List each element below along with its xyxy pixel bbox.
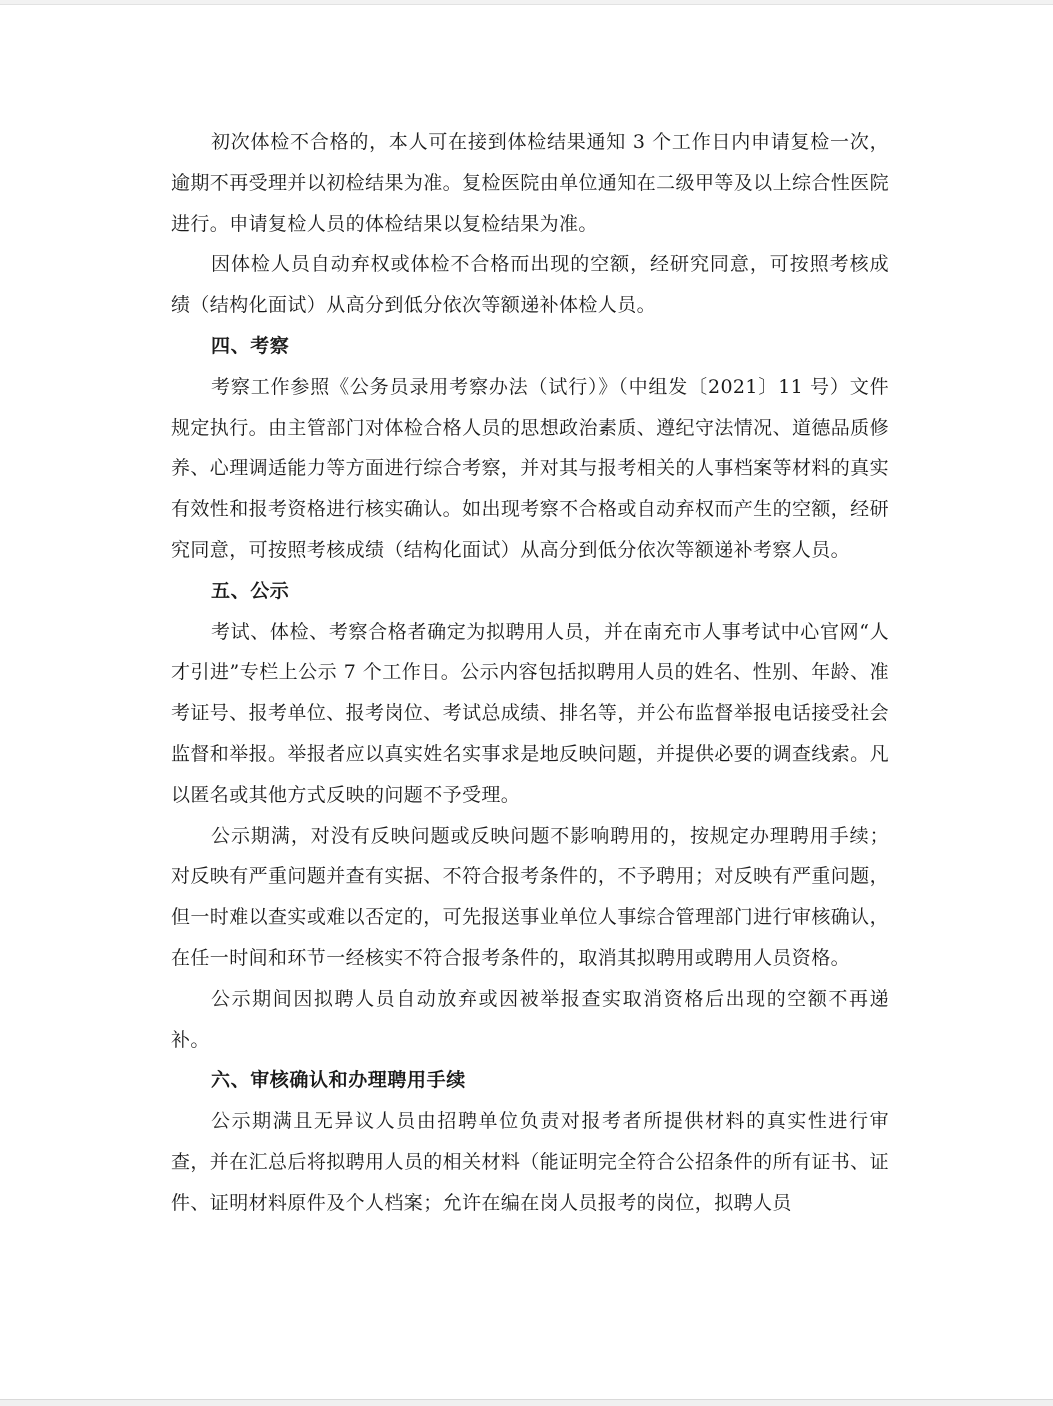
section-heading-inspection: 四、考察 <box>211 334 290 357</box>
paragraph-no-replacement: 公示期间因拟聘人员自动放弃或因被举报查实取消资格后出现的空额不再递补。 <box>171 987 889 1051</box>
paragraph-review-hiring: 公示期满且无异议人员由招聘单位负责对报考者所提供材料的真实性进行审查，并在汇总后将拟聘用人员的相关材料（能证明完全符合公招条件的所有证书、证件、证明材料原件及个人档案；允许在编在岗人员报考的岗位，拟聘人员 <box>171 1110 889 1214</box>
paragraph-inspection: 考察工作参照《公务员录用考察办法（试行）》（中组发〔2021〕11 号）文件规定执行。由主管部门对体检合格人员的思想政治素质、遵纪守法情况、道德品质修养、心理调适能力等方面进行综合考察，并对其与报考相关的人事档案等材料的真实有效性和报考资格进行核实确认。如出现考察不合格或自动弃权而产生的空额，经研究同意，可按照考核成绩（结构化面试）从高分到低分依次等额递补考察人员。 <box>171 375 889 561</box>
paragraph-physical-exam-vacancy: 因体检人员自动弃权或体检不合格而出现的空额，经研究同意，可按照考核成绩（结构化面试）从高分到低分依次等额递补体检人员。 <box>171 253 889 317</box>
paragraph-publicity-expiry: 公示期满，对没有反映问题或反映问题不影响聘用的，按规定办理聘用手续；对反映有严重问题并查有实据、不符合报考条件的，不予聘用；对反映有严重问题，但一时难以查实或难以否定的，可先报送事业单位人事综合管理部门进行审核确认，在任一时间和环节一经核实不符合报考条件的，取消其拟聘用或聘用人员资格。 <box>171 824 889 969</box>
section-heading-review-hiring: 六、审核确认和办理聘用手续 <box>211 1069 466 1092</box>
page-top-edge <box>0 0 1053 5</box>
paragraph-recheck: 初次体检不合格的，本人可在接到体检结果通知 3 个工作日内申请复检一次，逾期不再受理并以初检结果为准。复检医院由单位通知在二级甲等及以上综合性医院进行。申请复检人员的体检结果以复检结果为准。 <box>171 131 889 235</box>
document-body <box>171 122 889 1224</box>
section-heading-publicity: 五、公示 <box>211 579 290 602</box>
paragraph-publicity: 考试、体检、考察合格者确定为拟聘用人员，并在南充市人事考试中心官网“人才引进”专栏上公示 7 个工作日。公示内容包括拟聘用人员的姓名、性别、年龄、准考证号、报考单位、报考岗位、考试总成绩、排名等，并公布监督举报电话接受社会监督和举报。举报者应以真实姓名实事求是地反映问题，并提供必要的调查线索。凡以匿名或其他方式反映的问题不予受理。 <box>171 620 889 806</box>
